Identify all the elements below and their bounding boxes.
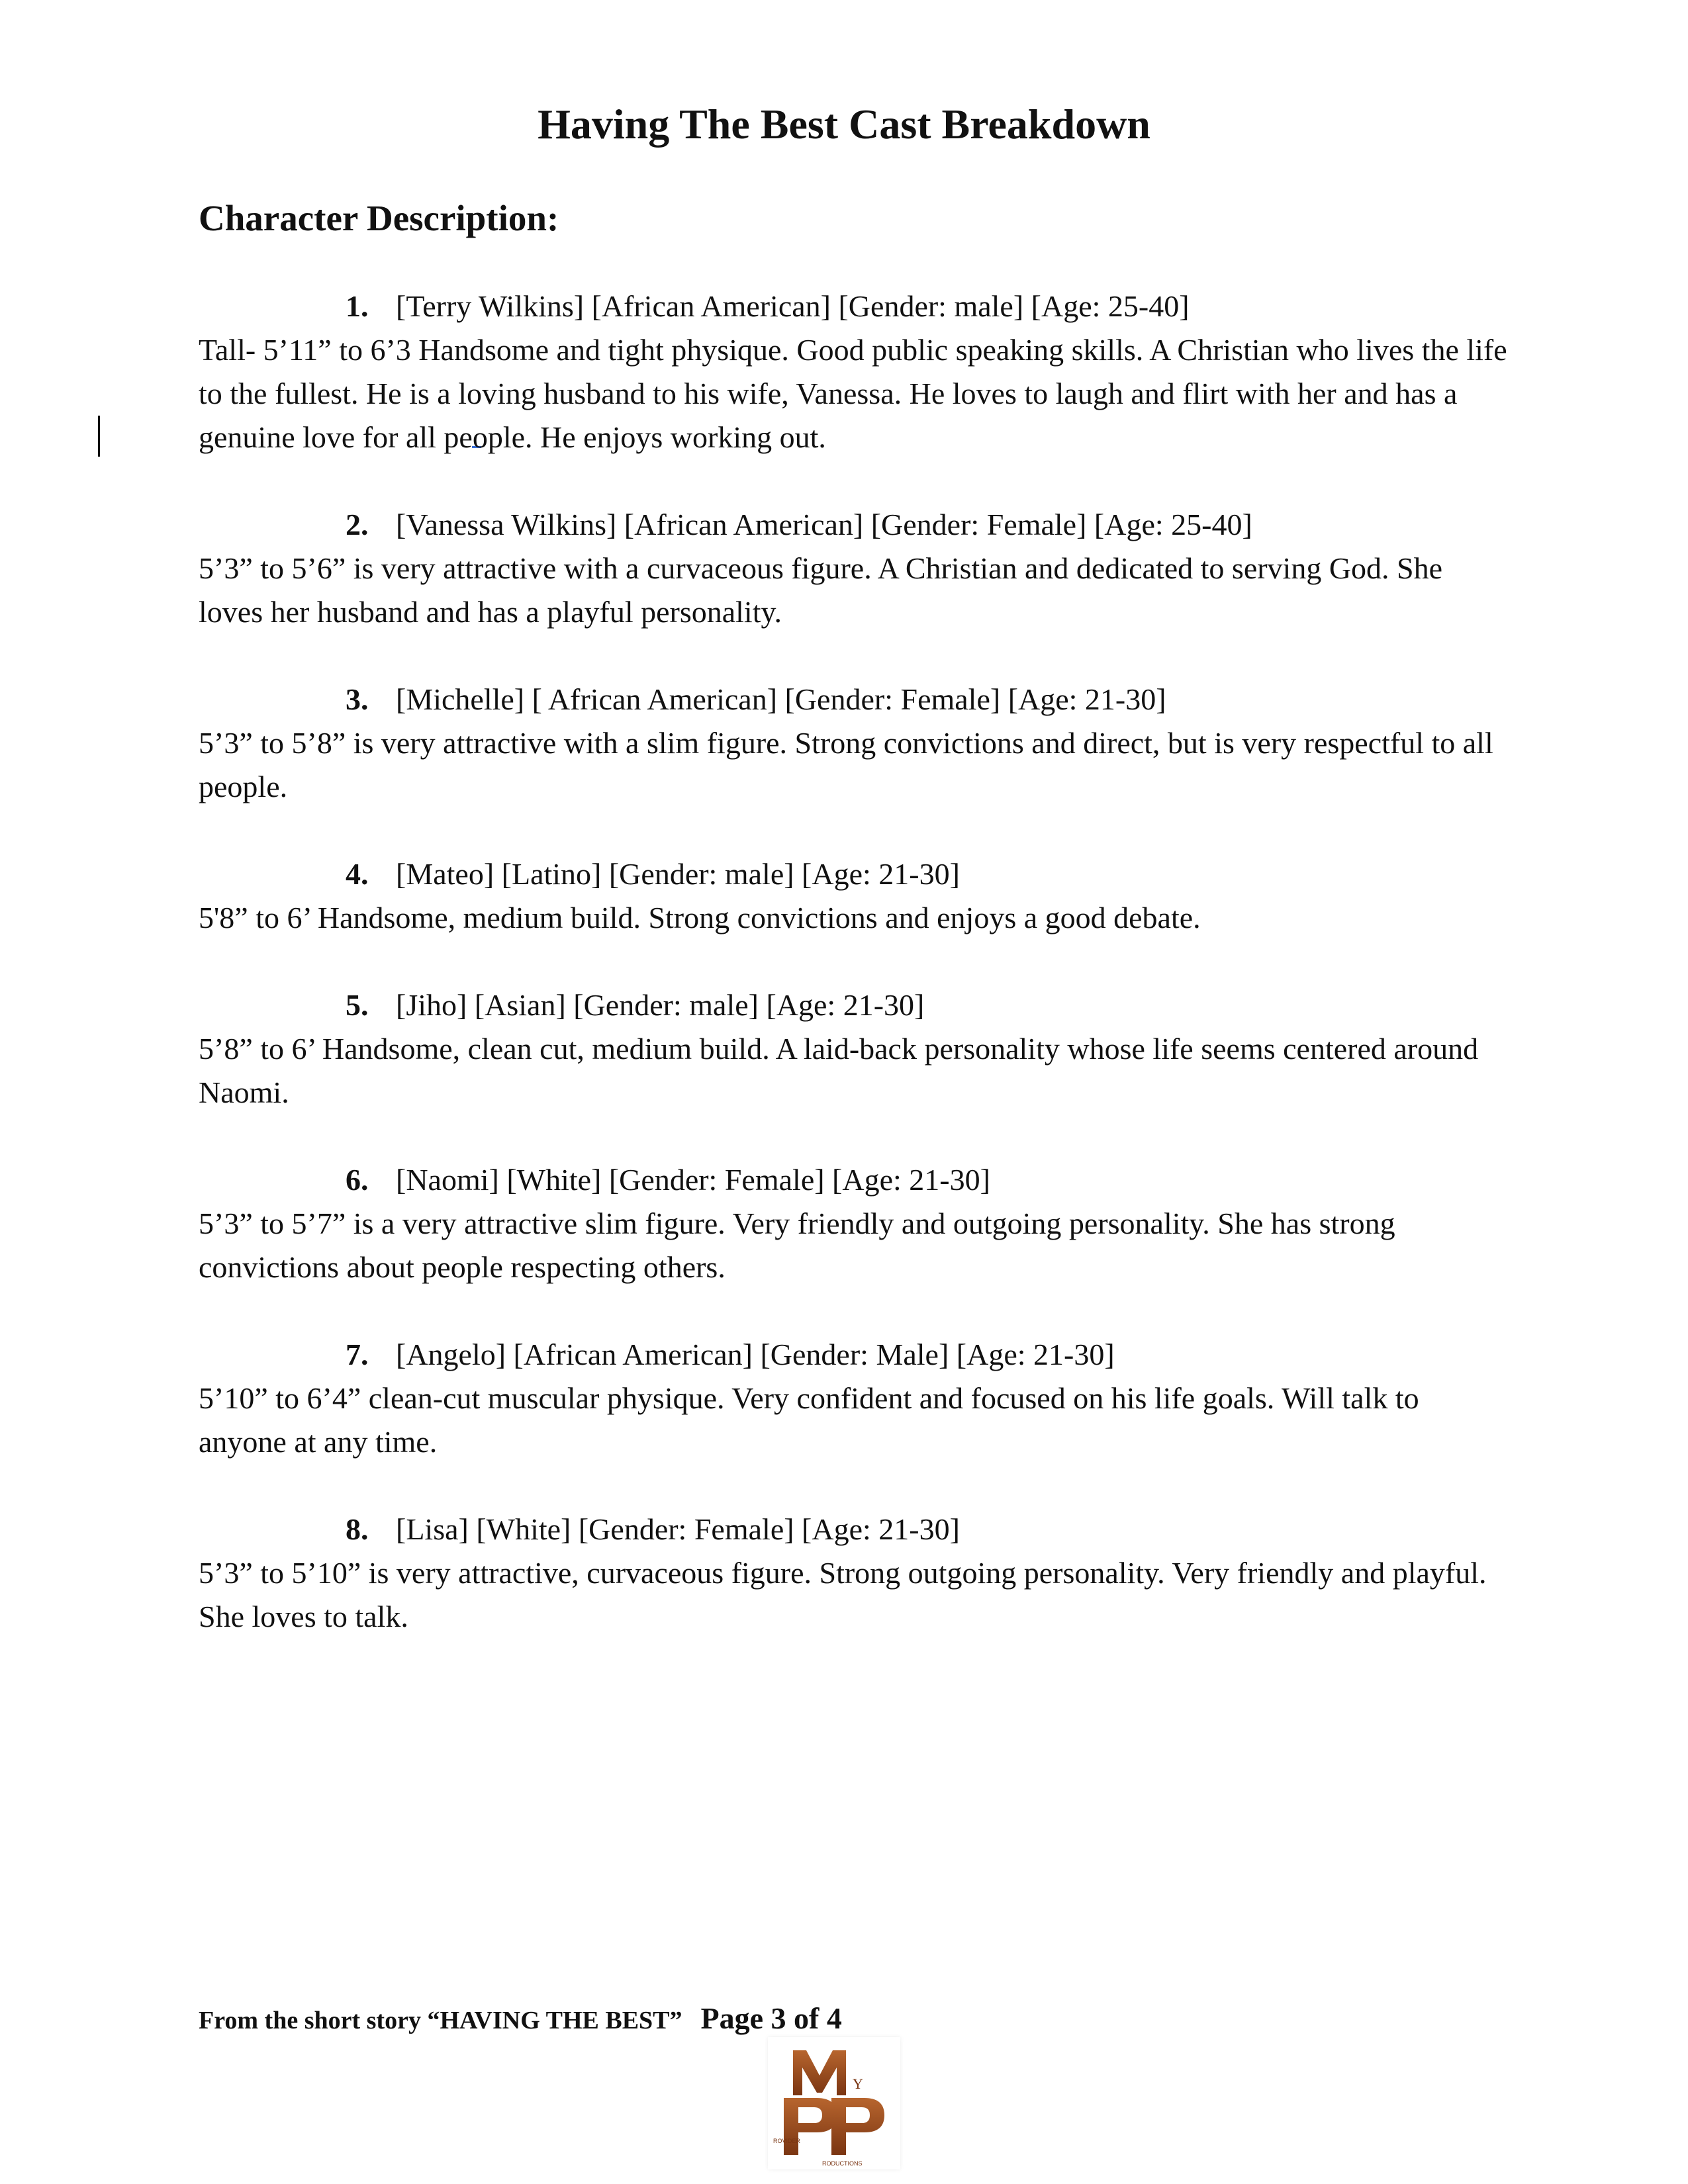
list-item [199, 1158, 1509, 1289]
character-header [199, 678, 1509, 721]
character-description: Tall- 5’11” to 6’3 Handsome and tight physique. Good public speaking skills. A Christian who lives the life to the fullest. He is a loving husband to his wife, Vanessa. He loves to laugh and flirt with her and has a genuine love for all people. He enjoys working out. [199, 333, 1507, 454]
character-header [199, 285, 1509, 328]
character-header [199, 1158, 1509, 1202]
document-title: Having The Best Cast Breakdown [538, 101, 1150, 148]
character-number: 1. [346, 289, 369, 323]
character-number: 7. [346, 1338, 369, 1371]
character-list [199, 285, 1509, 1682]
character-number: 4. [346, 857, 369, 891]
logo-letter-p2 [831, 2098, 884, 2155]
character-number: 6. [346, 1163, 369, 1197]
list-item [199, 852, 1509, 940]
character-number: 3. [346, 682, 369, 716]
character-header [199, 983, 1509, 1027]
page-number: Page 3 of 4 [700, 2001, 842, 2035]
logo-word-productions: RODUCTIONS [822, 2160, 863, 2167]
logo-word-provider: ROVIDER [773, 2138, 801, 2144]
character-header-text: [Jiho] [Asian] [Gender: male] [Age: 21-30] [396, 988, 925, 1022]
character-description: 5’3” to 5’7” is a very attractive slim figure. Very friendly and outgoing personality. She has strong convictions about people respecting others. [199, 1206, 1395, 1284]
character-header-text: [Naomi] [White] [Gender: Female] [Age: 21-30] [396, 1163, 990, 1197]
character-header-text: [Vanessa Wilkins] [African American] [Gender: Female] [Age: 25-40] [396, 508, 1252, 541]
logo-letter-p1 [784, 2098, 837, 2155]
section-heading: Character Description: [199, 198, 559, 238]
character-header [199, 503, 1509, 547]
logo-letter-m [793, 2050, 846, 2095]
character-description: 5’3” to 5’6” is very attractive with a curvaceous figure. A Christian and dedicated to serving God. She loves her husband and has a playful personality. [199, 551, 1443, 629]
character-header [199, 1333, 1509, 1377]
list-item [199, 503, 1509, 634]
character-number: 5. [346, 988, 369, 1022]
character-description: 5'8” to 6’ Handsome, medium build. Strong convictions and enjoys a good debate. [199, 901, 1201, 934]
list-item [199, 285, 1509, 459]
character-header-text: [Mateo] [Latino] [Gender: male] [Age: 21-30] [396, 857, 960, 891]
character-description: 5’10” to 6’4” clean-cut muscular physique. Very confident and focused on his life goals. Will talk to anyone at any time. [199, 1381, 1419, 1459]
list-item [199, 983, 1509, 1115]
character-header-text: [Michelle] [ African American] [Gender: Female] [Age: 21-30] [396, 682, 1166, 716]
footer-source: From the short story “HAVING THE BEST” [199, 2007, 682, 2034]
character-header-text: [Angelo] [African American] [Gender: Male] [Age: 21-30] [396, 1338, 1115, 1371]
character-description: 5’3” to 5’8” is very attractive with a slim figure. Strong convictions and direct, but is very respectful to all people. [199, 726, 1493, 803]
text-cursor [98, 416, 100, 457]
list-item [199, 1508, 1509, 1639]
character-number: 8. [346, 1512, 369, 1546]
list-item [199, 1333, 1509, 1464]
character-description: 5’8” to 6’ Handsome, clean cut, medium build. A laid-back personality whose life seems centered around Naomi. [199, 1032, 1479, 1109]
character-number: 2. [346, 508, 369, 541]
company-logo [768, 2037, 900, 2169]
character-header [199, 852, 1509, 896]
logo-mark [768, 2037, 900, 2169]
list-item [199, 678, 1509, 809]
character-header-text: [Lisa] [White] [Gender: Female] [Age: 21-30] [396, 1512, 960, 1546]
character-header-text: [Terry Wilkins] [African American] [Gender: male] [Age: 25-40] [396, 289, 1190, 323]
character-description: 5’3” to 5’10” is very attractive, curvaceous figure. Strong outgoing personality. Very friendly and playful. She loves to talk. [199, 1556, 1487, 1633]
page-footer [199, 2002, 842, 2037]
logo-letter-y: Y [853, 2075, 863, 2092]
character-header [199, 1508, 1509, 1551]
